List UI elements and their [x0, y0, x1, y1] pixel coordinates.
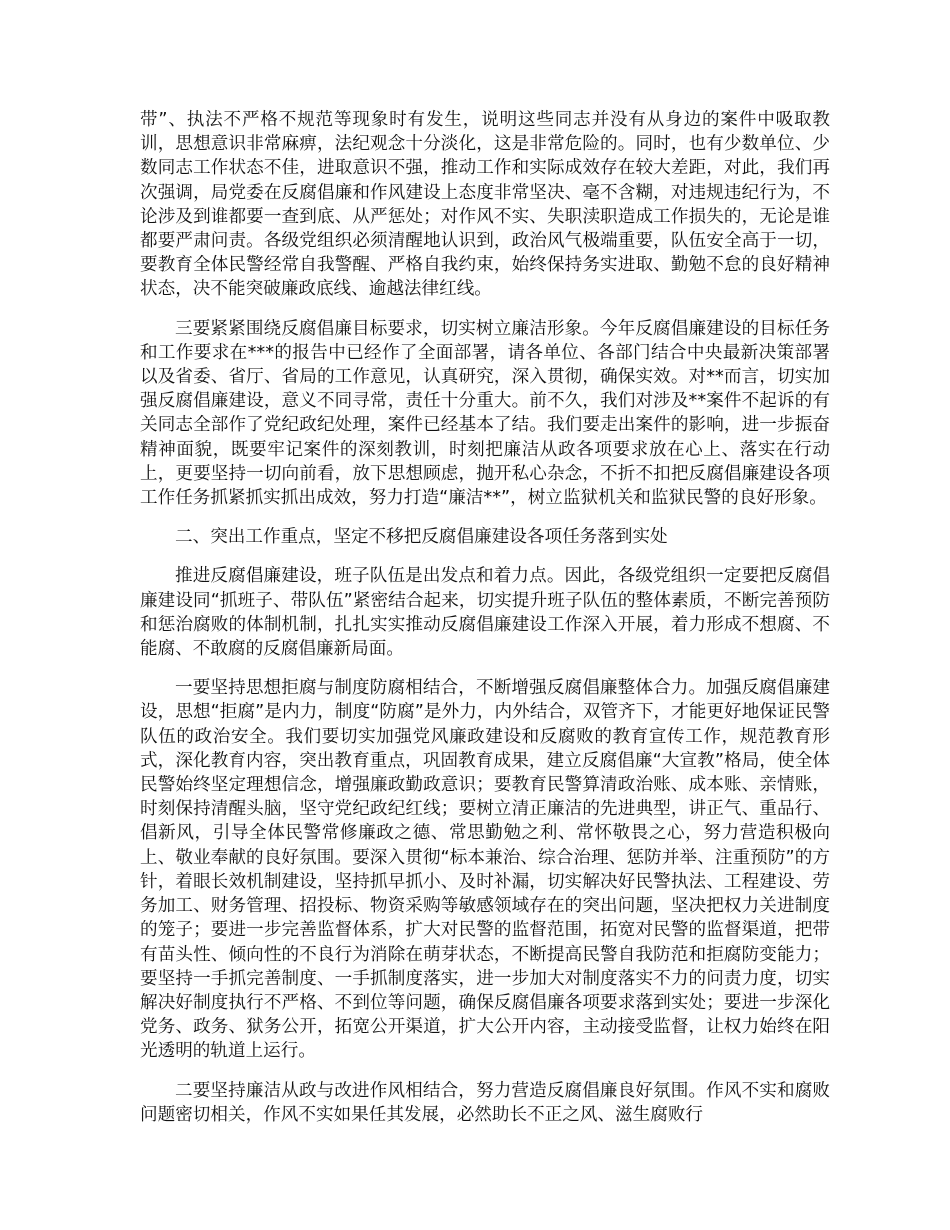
- section-heading-two: 二、突出工作重点，坚定不移把反腐倡廉建设各项任务落到实处: [175, 527, 668, 548]
- paragraph-continuation: 带”、执法不严格不规范等现象时有发生，说明这些同志并没有从身边的案件中吸取教训，思想意识非常麻痹，法纪观念十分淡化，这是非常危险的。同时，也有少数单位、少数同志工作状态不佳，进取意识不强，推动工作和实际成效存在较大差距，对此，我们再次强调，局党委在反腐倡廉和作风建设上态度非常坚决、毫不含糊，对违规违纪行为，不论涉及到谁都要一查到底、从严惩处；对作风不实、失职渎职造成工作损失的，无论是谁都要严肃问责。各级党组织必须清醒地认识到，政治风气极端重要，队伍安全高于一切，要教育全体民警经常自我警醒、严格自我约束，始终保持务实进取、勤勉不怠的良好精神状态，决不能突破廉政底线、逾越法律红线。: [140, 110, 830, 300]
- paragraph-first-requirement: 一要坚持思想拒腐与制度防腐相结合，不断增强反腐倡廉整体合力。加强反腐倡廉建设，思想“拒腐”是内力，制度“防腐”是外力，内外结合，双管齐下，才能更好地保证民警队伍的政治安全。我们要切实加强党风廉政建设和反腐败的教育宣传工作，规范教育形式，深化教育内容，突出教育重点，巩固教育成果，建立反腐倡廉“大宣教”格局，使全体民警始终坚定理想信念，增强廉政勤政意识；要教育民警算清政治账、成本账、亲情账，时刻保持清醒头脑，坚守党纪政纪红线；要树立清正廉洁的先进典型，讲正气、重品行、倡新风，引导全体民警常修廉政之德、常思勤勉之利、常怀敬畏之心，努力营造积极向上、敬业奉献的良好氛围。要深入贯彻“标本兼治、综合治理、惩防并举、注重预防”的方针，着眼长效机制建设，坚持抓早抓小、及时补漏，切实解决好民警执法、工程建设、劳务加工、财务管理、招投标、物资采购等敏感领域存在的突出问题，坚决把权力关进制度的笼子；要进一步完善监督体系，扩大对民警的监督范围，拓宽对民警的监督渠道，把带有苗头性、倾向性的不良行为消除在萌芽状态，不断提高民警自我防范和拒腐防变能力；要坚持一手抓完善制度、一手抓制度落实，进一步加大对制度落实不力的问责力度，切实解决好制度执行不严格、不到位等问题，确保反腐倡廉各项要求落到实处；要进一步深化党务、政务、狱务公开，拓宽公开渠道，扩大公开内容，主动接受监督，让权力始终在阳光透明的轨道上运行。: [140, 678, 830, 1062]
- paragraph-second-requirement: 二要坚持廉洁从政与改进作风相结合，努力营造反腐倡廉良好氛围。作风不实和腐败问题密切相关，作风不实如果任其发展，必然助长不正之风、滋生腐败行: [140, 1080, 830, 1125]
- paragraph-third-requirement: 三要紧紧围绕反腐倡廉目标要求，切实树立廉洁形象。今年反腐倡廉建设的目标任务和工作要求在***的报告中已经作了全面部署，请各单位、各部门结合中央最新决策部署以及省委、省厅、省局的工作意见，认真研究，深入贯彻，确保实效。对**而言，切实加强反腐倡廉建设，意义不同寻常，责任十分重大。前不久，我们对涉及**案件不起诉的有关同志全部作了党纪政纪处理，案件已经基本了结。我们要走出案件的影响，进一步振奋精神面貌，既要牢记案件的深刻教训，时刻把廉洁从政各项要求放在心上、落实在行动上，更要坚持一切向前看，放下思想顾虑，抛开私心杂念，不折不扣把反腐倡廉建设各项工作任务抓紧抓实抓出成效，努力打造“廉洁**”，树立监狱机关和监狱民警的良好形象。: [140, 318, 830, 509]
- document-body: [140, 108, 830, 1142]
- paragraph-section-intro: 推进反腐倡廉建设，班子队伍是出发点和着力点。因此，各级党组织一定要把反腐倡廉建设同“抓班子、带队伍”紧密结合起来，切实提升班子队伍的整体素质，不断完善预防和惩治腐败的体制机制，扎扎实实推动反腐倡廉建设工作深入开展，着力形成不想腐、不能腐、不敢腐的反腐倡廉新局面。: [140, 566, 830, 660]
